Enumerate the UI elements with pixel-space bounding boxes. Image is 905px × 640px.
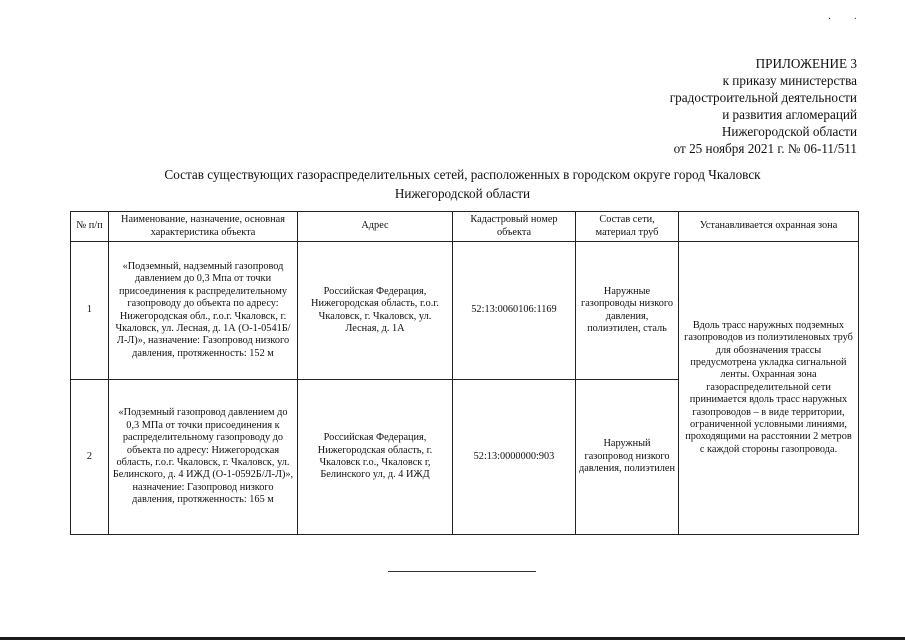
row-cadastral-number: 52:13:0000000:903 xyxy=(453,380,576,535)
document-title xyxy=(60,165,865,203)
row-composition: Наружный газопровод низкого давления, полиэтилен xyxy=(576,380,679,535)
table-row xyxy=(71,242,859,380)
row-object-name: «Подземный, надземный газопровод давлением до 0,3 Мпа от точки присоединения к распределительному газопроводу до объекта по адресу: Нижегородская обл., г.о.г. Чкаловск, г. Чкаловск, ул. Лесная, д. 1А (О-1-0541Б/Л-Л)», назначение: Газопровод низкого давления, протяженность: 152 м xyxy=(109,242,298,380)
document-title-line-1: Состав существующих газораспределительных сетей, расположенных в городском округе город Чкаловск xyxy=(164,167,761,182)
separator-line xyxy=(388,571,536,572)
col-header-name: Наименование, назначение, основная характеристика объекта xyxy=(109,212,298,242)
col-header-cadastral: Кадастровый номер объекта xyxy=(453,212,576,242)
gas-network-table xyxy=(70,211,859,535)
row-object-name: «Подземный газопровод давлением до 0,3 МПа от точки присоединения к распределительному газопроводу до объекта по адресу: Нижегородская область, г.о.г. Чкаловск, г. Чкаловск, ул. Белинского, д. 4 ИЖД (О-1-0592Б/Л-Л)», назначение: Газопровод низкого давления, протяженность: 165 м xyxy=(109,380,298,535)
appendix-order-date: от 25 ноября 2021 г. № 06-11/511 xyxy=(673,141,857,156)
row-num: 1 xyxy=(71,242,109,380)
col-header-composition: Состав сети, материал труб xyxy=(576,212,679,242)
appendix-line-3: градостроительной деятельности xyxy=(669,90,857,105)
row-num: 2 xyxy=(71,380,109,535)
appendix-header xyxy=(670,55,857,157)
appendix-line-4: и развития агломераций xyxy=(722,107,857,122)
appendix-line-5: Нижегородской области xyxy=(721,124,857,139)
row-cadastral-number: 52:13:0060106:1169 xyxy=(453,242,576,380)
appendix-line-2: к приказу министерства xyxy=(722,73,857,88)
col-header-zone: Устанавливается охранная зона xyxy=(679,212,859,242)
col-header-num: № п/п xyxy=(71,212,109,242)
row-composition: Наружные газопроводы низкого давления, полиэтилен, сталь xyxy=(576,242,679,380)
protection-zone-text: Вдоль трасс наружных подземных газопроводов из полиэтиленовых труб для обозначения трассы предусмотрена укладка сигнальной ленты. Охранная зона газораспределительной сети принимается вдоль трасс наружных газопроводов – в виде территории, ограниченной условными линиями, проходящими на расстоянии 2 метров с каждой стороны газопровода. xyxy=(679,242,859,535)
col-header-address: Адрес xyxy=(298,212,453,242)
appendix-number: ПРИЛОЖЕНИЕ 3 xyxy=(755,56,857,71)
scan-specks: · · xyxy=(827,14,867,25)
row-address: Российская Федерация, Нижегородская область, г.о.г. Чкаловск, г. Чкаловск, ул. Лесная, д. 1А xyxy=(298,242,453,380)
table-header-row xyxy=(71,212,859,242)
document-title-line-2: Нижегородской области xyxy=(394,186,531,201)
row-address: Российская Федерация, Нижегородская область, г. Чкаловск г.о., Чкаловск г, Белинского ул, д. 4 ИЖД xyxy=(298,380,453,535)
